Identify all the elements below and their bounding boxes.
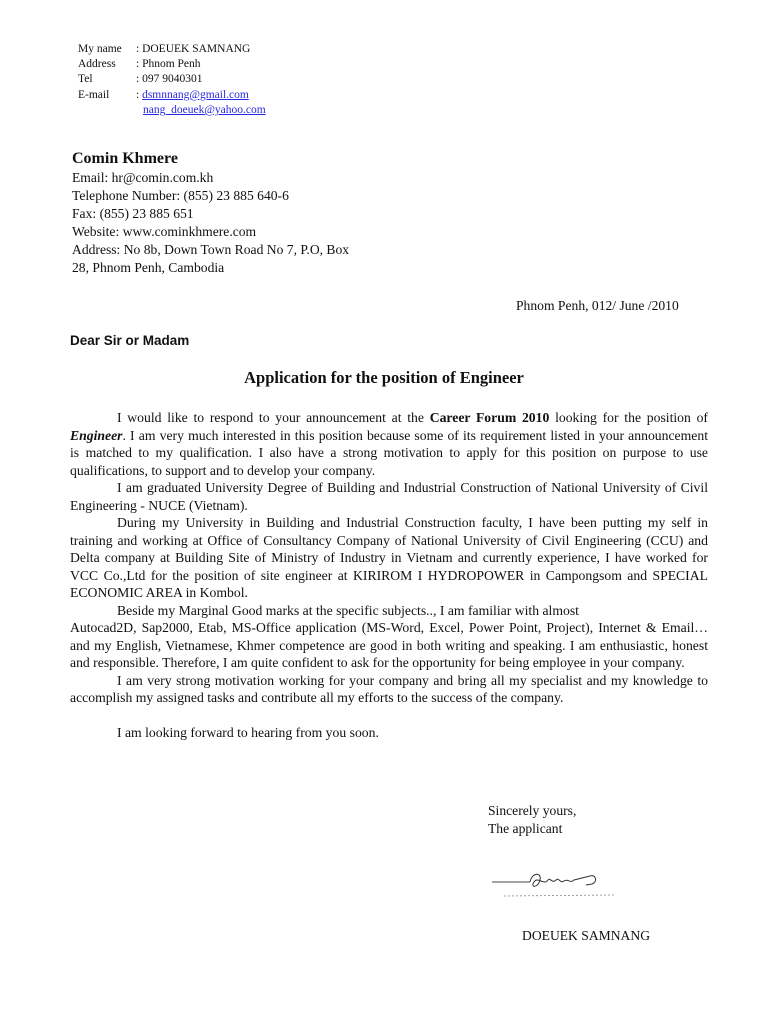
recipient-company-name: Comin Khmere	[72, 150, 178, 167]
sender-tel-value: : 097 9040301	[136, 73, 203, 85]
salutation: Dear Sir or Madam	[70, 333, 190, 348]
sender-address-label: Address	[78, 58, 116, 70]
letter-date: Phnom Penh, 012/ June /2010	[516, 298, 679, 313]
paragraph-5: I am very strong motivation working for your company and bring all my specialist and my knowledge to accomplish my assigned tasks and contribute all my efforts to the success of the company.	[70, 672, 708, 705]
paragraph-2: I am graduated University Degree of Building and Industrial Construction of National University of Civil Engineering - NUCE (Vietnam).	[70, 480, 708, 513]
recipient-email: Email: hr@comin.com.kh	[72, 170, 214, 185]
sender-email-label: E-mail	[78, 89, 110, 101]
closing-line-1: Sincerely yours,	[488, 803, 577, 818]
sender-address-value: : Phnom Penh	[136, 58, 201, 70]
p1-event-name: Career Forum 2010	[429, 410, 550, 425]
sender-name-label: My name	[78, 43, 122, 55]
recipient-fax: Fax: (855) 23 885 651	[72, 206, 194, 221]
signature-image	[486, 862, 626, 902]
sender-tel-label: Tel	[78, 73, 93, 85]
sender-email-row	[136, 88, 249, 103]
recipient-address-line-1: Address: No 8b, Down Town Road No 7, P.O, Box	[72, 242, 350, 257]
sender-email-link-1[interactable]: dsmnnang@gmail.com	[142, 89, 249, 101]
email-colon: :	[136, 89, 143, 101]
paragraph-4-rest: Autocad2D, Sap2000, Etab, MS-Office application (MS-Word, Excel, Power Point, Project), Internet & Email… and my English, Vietnamese, Khmer competence are good in both writing and speaking. I am enthusiastic, honest and responsible. Therefore, I am quite confident to ask for the opportunity for being employee in your company.	[70, 620, 708, 670]
paragraph-6: I am looking forward to hearing from you soon.	[117, 724, 379, 740]
sender-name-value: : DOEUEK SAMNANG	[136, 43, 251, 55]
closing-line-2: The applicant	[488, 821, 563, 836]
signer-name: DOEUEK SAMNANG	[522, 928, 651, 943]
p1-text-a: I would like to respond to your announcement at the	[117, 410, 430, 425]
recipient-address-line-2: 28, Phnom Penh, Cambodia	[72, 260, 225, 275]
paragraph-4-line-1: Beside my Marginal Good marks at the specific subjects.., I am familiar with almost	[117, 602, 579, 618]
sender-email-link-2[interactable]: nang_doeuek@yahoo.com	[143, 104, 266, 116]
subject-heading: Application for the position of Engineer	[244, 368, 524, 387]
paragraph-1	[70, 409, 708, 479]
recipient-phone: Telephone Number: (855) 23 885 640-6	[72, 188, 289, 203]
p1-text-c: looking for the position of	[549, 410, 708, 425]
letter-body	[70, 409, 708, 741]
sender-email-row-2	[143, 103, 266, 118]
p1-position-name: Engineer	[70, 427, 123, 443]
recipient-website: Website: www.cominkhmere.com	[72, 224, 257, 239]
p1-text-e: . I am very much interested in this position because some of its requirement listed in your announcement is matched to my qualification. I also have a strong motivation to apply for this position on purpose to use qualifications, to support and to develop your company.	[70, 427, 708, 478]
paragraph-3: During my University in Building and Industrial Construction faculty, I have been putting my self in training and working at Office of Consultancy Company of National University of Civil Engineering (CCU) and Delta company at Building Site of Ministry of Industry in Vietnam and currently experience, I have worked for VCC Co.,Ltd for the position of site engineer at KIRIROM I HYDROPOWER in Campongsom and SPECIAL ECONOMIC AREA in Kombol.	[70, 515, 708, 600]
